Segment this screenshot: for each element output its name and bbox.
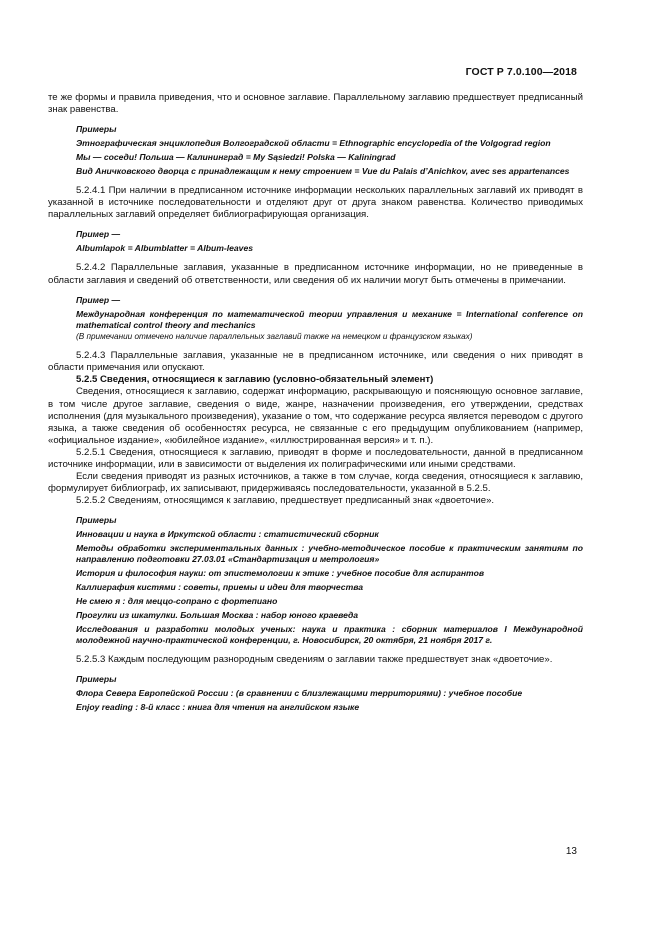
clause-5-2-5: Сведения, относящиеся к заглавию, содержат информацию, раскрывающую и поясняющую основное заглавие, в том числе другое заглавие, сведения о виде, жанре, назначении произведения, его утверждении, средствах исполнения (для музыкального произведения), указание о том, что содержание ресурса является переводом с другого языка, а также сведения об особенностях ресурса, не связанные с его предыдущим опубликованием (например, «официальное издание», «юбилейное издание», «иллюстрированная версия» и т. п.). <box>48 386 583 446</box>
example-item: Мы — соседи! Польша — Калининград = My Sąsiedzi! Polska — Kaliningrad <box>76 152 396 163</box>
example-item: Enjoy reading : 8-й класс : книга для чтения на английском языке <box>76 702 360 713</box>
examples-heading: Примеры <box>76 124 117 135</box>
clause-5-2-4-3: 5.2.4.3 Параллельные заглавия, указанные не в предписанном источнике, или сведения о них приводят в области примечания или опускают. <box>48 350 583 374</box>
example-note: (В примечании отмечено наличие параллельных заглавий также на немецком и французском языках) <box>76 331 473 341</box>
section-heading-5-2-5: 5.2.5 Сведения, относящиеся к заглавию (условно-обязательный элемент) <box>76 374 434 386</box>
example-item: Этнографическая энциклопедия Волгоградской области = Ethnographic encyclopedia of the Volgograd region <box>76 138 551 149</box>
example-item: Методы обработки экспериментальных данных : учебно-методическое пособие к практическим занятиям по направлению подготовки 27.03.01 «Стандартизация и метрология» <box>76 543 583 565</box>
example-heading: Пример — <box>76 294 121 305</box>
example-item: Инновации и наука в Иркутской области : статистический сборник <box>76 529 379 540</box>
clause-5-2-5-1-continued: Если сведения приводят из разных источников, а также в том случае, когда сведения, относящиеся к заглавию, формулирует библиограф, их записывают, придерживаясь последовательности, указанной в 5.2.5. <box>48 471 583 495</box>
example-item: Прогулки из шкатулки. Большая Москва : набор юного краеведа <box>76 610 359 621</box>
examples-heading: Примеры <box>76 515 117 526</box>
clause-5-2-5-2: 5.2.5.2 Сведениям, относящимся к заглавию, предшествует предписанный знак «двоеточие». <box>76 495 495 507</box>
clause-5-2-5-1: 5.2.5.1 Сведения, относящиеся к заглавию, приводят в форме и последовательности, данной в предписанном источнике информации, или в зависимости от выделения их полиграфическими или иными средствами. <box>48 446 583 470</box>
example-item: Исследования и разработки молодых ученых: наука и практика : сборник материалов I Международной молодежной научно-практической конференции, г. Новосибирск, 20 октября, 21 ноября 2017 г. <box>76 624 583 646</box>
example-item: Каллиграфия кистями : советы, приемы и идеи для творчества <box>76 582 364 593</box>
clause-5-2-4-1: 5.2.4.1 При наличии в предписанном источнике информации нескольких параллельных заглавий их приводят в указанной в источнике последовательности и отделяют друг от друга знаком равенства. Количество приводимых параллельных заглавий определяет библиографирующая организация. <box>48 185 583 221</box>
clause-5-2-4-2: 5.2.4.2 Параллельные заглавия, указанные в предписанном источнике информации, но не приведенные в области заглавия и сведений об ответственности, или сведения об их наличии могут быть отмечены в примечании. <box>48 262 583 286</box>
example-item: Флора Севера Европейской России : (в сравнении с близлежащими территориями) : учебное пособие <box>76 688 523 699</box>
clause-5-2-5-3: 5.2.5.3 Каждым последующим разнородным сведениям о заглавии также предшествует знак «двоеточие». <box>76 654 553 666</box>
document-code: ГОСТ Р 7.0.100—2018 <box>465 66 577 78</box>
page-number: 13 <box>565 846 577 857</box>
page-content <box>48 92 583 716</box>
example-item: Международная конференция по математической теории управления и механике = International conference on mathematical control theory and mechanics <box>76 308 583 330</box>
example-item: Не смею я : для меццо-сопрано с фортепиано <box>76 596 278 607</box>
example-item: Albumlapok = Albumblatter = Album-leaves <box>76 243 254 254</box>
example-item: История и философия науки: от эпистемологии к этике : учебное пособие для аспирантов <box>76 568 485 579</box>
paragraph: те же формы и правила приведения, что и основное заглавие. Параллельному заглавию предшествует предписанный знак равенства. <box>48 92 583 116</box>
examples-heading: Примеры <box>76 674 117 685</box>
example-item: Вид Аничковского дворца с принадлежащим к нему строением = Vue du Palais d’Anichkov, avec ses appartenances <box>76 166 570 177</box>
example-heading: Пример — <box>76 229 121 240</box>
